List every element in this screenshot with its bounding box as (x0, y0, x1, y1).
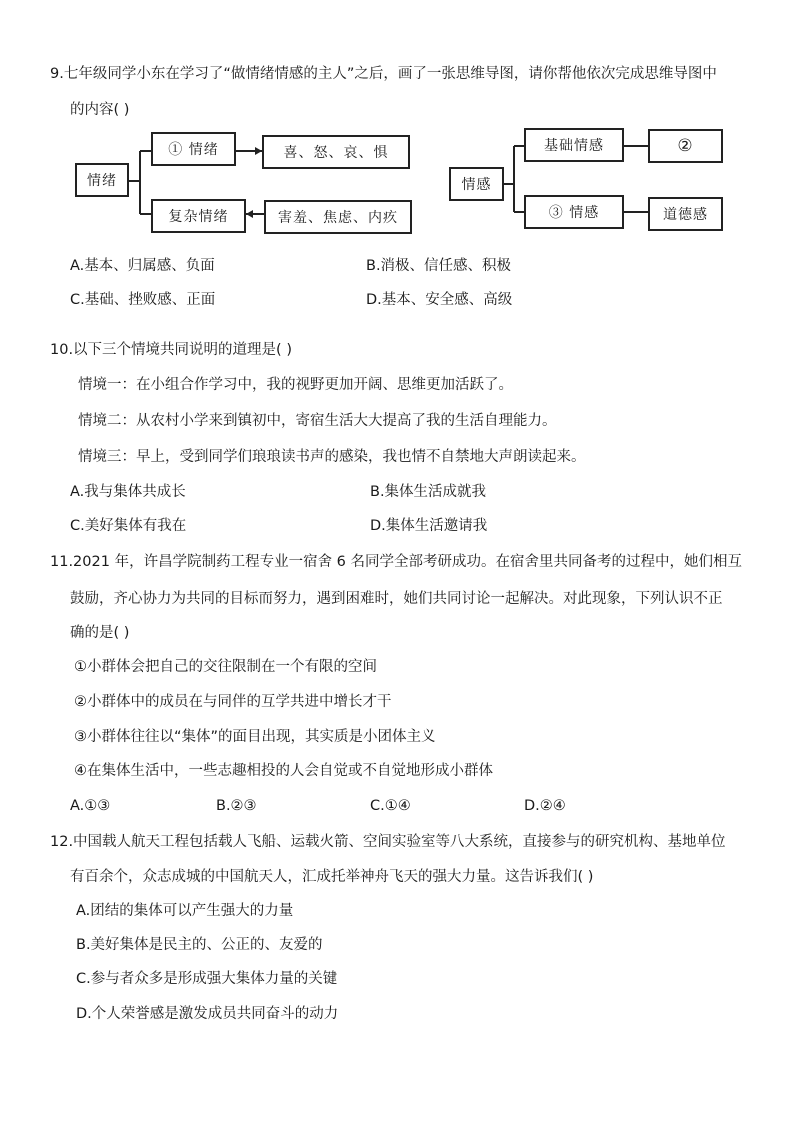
q12-option-c: C.参与者众多是形成强大集体力量的关键 (76, 971, 338, 987)
q10-option-a: A.我与集体共成长 (70, 484, 186, 500)
q9-option-a: A.基本、归属感、负面 (70, 258, 215, 274)
q11-item-3: ③小群体往往以“集体”的面目出现，其实质是小团体主义 (74, 729, 436, 745)
q11-option-d: D.②④ (524, 798, 566, 814)
q10-option-c: C.美好集体有我在 (70, 518, 187, 534)
map-right-branch2: ③ 情感 (524, 195, 624, 229)
q12-option-b: B.美好集体是民主的、公正的、友爱的 (76, 937, 323, 953)
q9-stem-line2: 的内容( ) (70, 102, 130, 118)
q10-scene3: 情境三：早上，受到同学们琅琅读书声的感染，我也情不自禁地大声朗读起来。 (78, 449, 586, 465)
q10-scene2: 情境二：从农村小学来到镇初中，寄宿生活大大提高了我的生活自理能力。 (78, 413, 557, 429)
q12-stem-line2: 有百余个，众志成城的中国航天人，汇成托举神舟飞天的强大力量。这告诉我们( ) (70, 869, 594, 885)
map-right-root: 情感 (449, 167, 504, 201)
q11-stem-line1: 11.2021 年，许昌学院制药工程专业一宿舍 6 名同学全部考研成功。在宿舍里共同备考的过程中，她们相互 (50, 554, 743, 570)
q11-option-a: A.①③ (70, 798, 111, 814)
q11-stem-line3: 确的是( ) (70, 625, 130, 641)
q9-option-d: D.基本、安全感、高级 (366, 292, 513, 308)
map-right-branch1-detail: ② (648, 129, 723, 163)
q10-option-b: B.集体生活成就我 (370, 484, 487, 500)
q12-stem-line1: 12.中国载人航天工程包括载人飞船、运载火箭、空间实验室等八大系统，直接参与的研究机构、基地单位 (50, 834, 726, 850)
q11-option-c: C.①④ (370, 798, 411, 814)
q11-option-b: B.②③ (216, 798, 257, 814)
q10-option-d: D.集体生活邀请我 (370, 518, 488, 534)
q12-option-a: A.团结的集体可以产生强大的力量 (76, 903, 294, 919)
q11-item-4: ④在集体生活中，一些志趣相投的人会自觉或不自觉地形成小群体 (74, 763, 493, 779)
q11-item-2: ②小群体中的成员在与同伴的互学共进中增长才干 (74, 694, 392, 710)
map-left-root: 情绪 (75, 163, 129, 197)
map-left-branch1: ① 情绪 (151, 132, 236, 166)
map-right-branch2-detail: 道德感 (648, 197, 723, 231)
q10-scene1: 情境一：在小组合作学习中，我的视野更加开阔、思维更加活跃了。 (78, 377, 513, 393)
q9-option-b: B.消极、信任感、积极 (366, 258, 512, 274)
q12-option-d: D.个人荣誉感是激发成员共同奋斗的动力 (76, 1006, 339, 1022)
q10-stem: 10.以下三个情境共同说明的道理是( ) (50, 342, 292, 358)
q9-stem-line1: 9.七年级同学小东在学习了“做情绪情感的主人”之后，画了一张思维导图，请你帮他依次完成思维导图中 (50, 66, 717, 82)
q11-item-1: ①小群体会把自己的交往限制在一个有限的空间 (74, 659, 377, 675)
map-right-branch1: 基础情感 (524, 128, 624, 162)
q11-stem-line2: 鼓励，齐心协力为共同的目标而努力，遇到困难时，她们共同讨论一起解决。对此现象，下列认识不正 (70, 591, 723, 607)
map-left-branch2: 复杂情绪 (151, 199, 246, 233)
q9-option-c: C.基础、挫败感、正面 (70, 292, 216, 308)
map-left-branch2-detail: 害羞、焦虑、内疚 (264, 200, 412, 234)
map-left-branch1-detail: 喜、怒、哀、惧 (262, 135, 410, 169)
